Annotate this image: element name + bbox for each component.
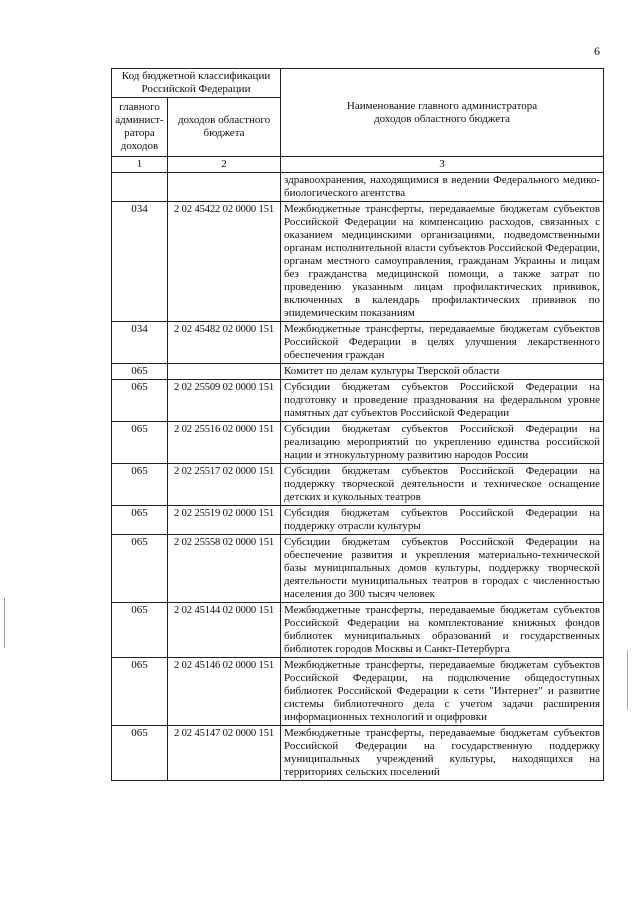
header-number-row (112, 157, 604, 173)
table-row (112, 173, 604, 202)
row-name: Межбюджетные трансферты, передаваемые бюджетам субъектов Российской Федерации, на подключение общедоступных библиотек Российской Федерации к сети "Интернет" и развитие системы библиотечного дела с учетом задачи расширения информационных технологий и оцифровки (281, 658, 604, 726)
admin-code: 065 (112, 535, 168, 603)
table-row (112, 535, 604, 603)
admin-code: 065 (112, 506, 168, 535)
header-num-1: 1 (112, 157, 168, 173)
income-code: 2 02 25516 02 0000 151 (168, 422, 281, 464)
row-name: Субсидии бюджетам субъектов Российской Федерации на реализацию мероприятий по укреплению единства российской нации и этнокультурному развитию народов России (281, 422, 604, 464)
income-code: 2 02 45482 02 0000 151 (168, 322, 281, 364)
income-code: 2 02 45144 02 0000 151 (168, 603, 281, 658)
admin-code: 065 (112, 726, 168, 781)
table-row (112, 726, 604, 781)
income-code: 2 02 45147 02 0000 151 (168, 726, 281, 781)
admin-code: 065 (112, 464, 168, 506)
income-code: 2 02 25509 02 0000 151 (168, 380, 281, 422)
income-code: 2 02 25517 02 0000 151 (168, 464, 281, 506)
income-code (168, 364, 281, 380)
table-row (112, 464, 604, 506)
income-code: 2 02 45422 02 0000 151 (168, 202, 281, 322)
admin-code: 065 (112, 422, 168, 464)
table-row (112, 658, 604, 726)
table-row (112, 506, 604, 535)
row-name: Межбюджетные трансферты, передаваемые бюджетам субъектов Российской Федерации на компенсацию расходов, связанных с оказанием медицинскими организациями, подведомственными органам исполнительной власти субъектов Российской Федерации, органам местного самоуправления, гражданам Украины и лицам без гражданства медицинской помощи, а также затрат по проведению указанным лицам профилактических прививок, включенных в календарь профилактических прививок по эпидемическим показаниям (281, 202, 604, 322)
page-number: 6 (594, 44, 600, 58)
income-code: 2 02 25519 02 0000 151 (168, 506, 281, 535)
scan-margin-mark (627, 650, 628, 710)
row-name: Межбюджетные трансферты, передаваемые бюджетам субъектов Российской Федерации в целях улучшения лекарственного обеспечения граждан (281, 322, 604, 364)
row-name: Субсидии бюджетам субъектов Российской Федерации на поддержку творческой деятельности и техническое оснащение детских и кукольных театров (281, 464, 604, 506)
header-code-group: Код бюджетной классификации Российской Федерации (112, 69, 281, 98)
header-num-3: 3 (281, 157, 604, 173)
header-name: Наименование главного администратора доходов областного бюджета (281, 69, 604, 157)
row-name: здравоохранения, находящимися в ведении Федерального медико-биологического агентства (281, 173, 604, 202)
row-name: Субсидии бюджетам субъектов Российской Федерации на обеспечение развития и укрепления материально-технической базы муниципальных домов культуры, поддержку творческой деятельности муниципальных театров в городах с численностью населения до 300 тысяч человек (281, 535, 604, 603)
header-row-top (112, 69, 604, 98)
section-row (112, 364, 604, 380)
row-name: Субсидия бюджетам субъектов Российской Федерации на поддержку отрасли культуры (281, 506, 604, 535)
header-income: доходов областного бюджета (168, 98, 281, 157)
table-row (112, 202, 604, 322)
table-row (112, 603, 604, 658)
table-row (112, 380, 604, 422)
scan-margin-mark (4, 598, 5, 648)
admin-code: 034 (112, 322, 168, 364)
row-name: Межбюджетные трансферты, передаваемые бюджетам субъектов Российской Федерации на комплектование книжных фондов библиотек муниципальных образований и государственных библиотек городов Москвы и Санкт-Петербурга (281, 603, 604, 658)
admin-code: 065 (112, 658, 168, 726)
table-row (112, 422, 604, 464)
row-name: Межбюджетные трансферты, передаваемые бюджетам субъектов Российской Федерации на государственную поддержку муниципальных учреждений культуры, находящихся на территориях сельских поселений (281, 726, 604, 781)
table-row (112, 322, 604, 364)
admin-code: 065 (112, 380, 168, 422)
section-title: Комитет по делам культуры Тверской области (281, 364, 604, 380)
admin-code: 065 (112, 364, 168, 380)
admin-code: 065 (112, 603, 168, 658)
admin-code (112, 173, 168, 202)
admin-code: 034 (112, 202, 168, 322)
budget-codes-table (111, 68, 604, 781)
income-code: 2 02 45146 02 0000 151 (168, 658, 281, 726)
header-admin: главного админист-ратора доходов (112, 98, 168, 157)
header-num-2: 2 (168, 157, 281, 173)
income-code: 2 02 25558 02 0000 151 (168, 535, 281, 603)
income-code (168, 173, 281, 202)
row-name: Субсидии бюджетам субъектов Российской Федерации на подготовку и проведение празднования на федеральном уровне памятных дат субъектов Российской Федерации (281, 380, 604, 422)
